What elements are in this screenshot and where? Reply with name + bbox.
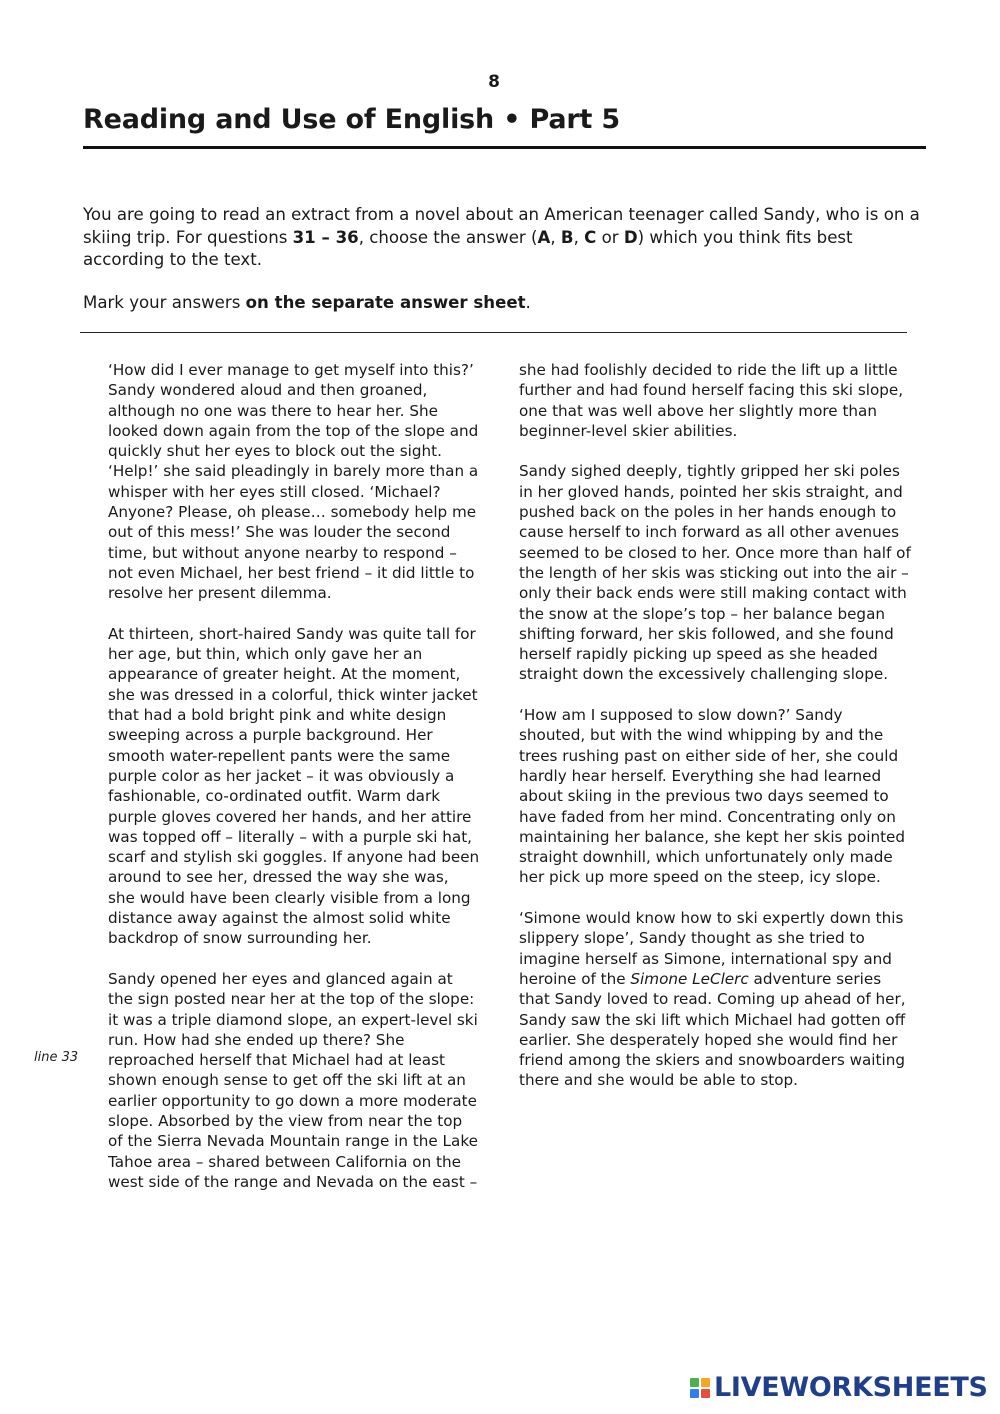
paragraph: ‘How did I ever manage to get myself into this?’ Sandy wondered aloud and then groaned, although no one was there to hear her. She looked down again from the top of the slope and quickly shut her eyes to block out the sight. ‘Help!’ she said pleadingly in barely more than a whisper with her eyes still closed. ‘Michael? Anyone? Please, oh please… somebody help me out of this mess!’ She was louder the second time, but without anyone nearby to respond – not even Michael, her best friend – it did little to resolve her present dilemma. (108, 361, 479, 603)
logo-square (701, 1378, 710, 1387)
paragraph: Sandy opened her eyes and glanced again at the sign posted near her at the top of the slope: it was a triple diamond slope, an expert-level ski run. How had she ended up there? She reproached herself that Michael had at least shown enough sense to get off the ski lift at an earlier opportunity to go down a more moderate slope. Absorbed by the view from near the top of the Sierra Nevada Mountain range in the Lake Tahoe area – shared between California on the west side of the range and Nevada on the east – (108, 969, 478, 1191)
liveworksheets-logo-icon (690, 1378, 710, 1398)
paragraph: she had foolishly decided to ride the lift up a little further and had found herself facing this ski slope, one that was well above her slightly more than beginner-level skier abilities. (519, 361, 904, 440)
liveworksheets-logo[interactable] (690, 1372, 988, 1403)
paragraph: Sandy sighed deeply, tightly gripped her ski poles in her gloved hands, pointed her skis straight, and pushed back on the poles in her hands enough to cause herself to inch forward as all other avenues seemed to be closed to her. Once more than half of the length of her skis was sticking out into the air – only their back ends were still making contact with the snow at the slope’s top – her balance began shifting forward, her skis followed, and she found herself rapidly picking up speed as she headed straight down the excessively challenging slope. (519, 462, 911, 684)
section-divider (80, 332, 907, 333)
paragraph: ‘Simone would know how to ski expertly down this slippery slope’, Sandy thought as she tried to imagine herself as Simone, international spy and heroine of the Simone LeClerc adventure series that Sandy loved to read. Coming up ahead of her, Sandy saw the ski lift which Michael had gotten off earlier. She desperately hoped she would find her friend among the skiers and snowboarders waiting there and she would be able to stop. (519, 909, 906, 1090)
instructions-answer-sheet: Mark your answers on the separate answer sheet. (83, 292, 531, 312)
instructions (83, 204, 923, 334)
text-column-left (108, 360, 480, 1212)
line-reference: line 33 (34, 1050, 79, 1065)
logo-square (690, 1389, 699, 1398)
page-number: 8 (488, 72, 500, 92)
logo-square (701, 1389, 710, 1398)
logo-text: LIVEWORKSHEETS (714, 1372, 988, 1403)
title-divider (83, 146, 926, 149)
paragraph: At thirteen, short-haired Sandy was quite tall for her age, but thin, which only gave her an appearance of greater height. At the moment, she was dressed in a colorful, thick winter jacket that had a bold bright pink and white design sweeping across a purple background. Her smooth water-repellent pants were the same purple color as her jacket – it was obviously a fashionable, co-ordinated outfit. Warm dark purple gloves covered her hands, and her attire was topped off – literally – with a purple ski hat, scarf and stylish ski goggles. If anyone had been around to see her, dressed the way she was, she would have been clearly visible from a long distance away against the almost solid white backdrop of snow surrounding her. (108, 624, 480, 948)
series-title: Simone LeClerc (630, 969, 749, 988)
instructions-task: You are going to read an extract from a novel about an American teenager called Sandy, who is on a skiing trip. For questions 31 – 36, choose the answer (A, B, C or D) which you think fits best according to the text. (83, 205, 920, 269)
page-title: Reading and Use of English • Part 5 (83, 104, 620, 135)
question-range: 31 – 36 (292, 227, 359, 247)
logo-square (690, 1378, 699, 1387)
text-column-right (519, 360, 911, 1111)
paragraph: ‘How am I supposed to slow down?’ Sandy shouted, but with the wind whipping by and the trees rushing past on either side of her, she could hardly hear herself. Everything she had learned about skiing in the previous two days seemed to have faded from her mind. Concentrating only on maintaining her balance, she kept her skis pointed straight downhill, which unfortunately only made her pick up more speed on the steep, icy slope. (519, 706, 906, 887)
